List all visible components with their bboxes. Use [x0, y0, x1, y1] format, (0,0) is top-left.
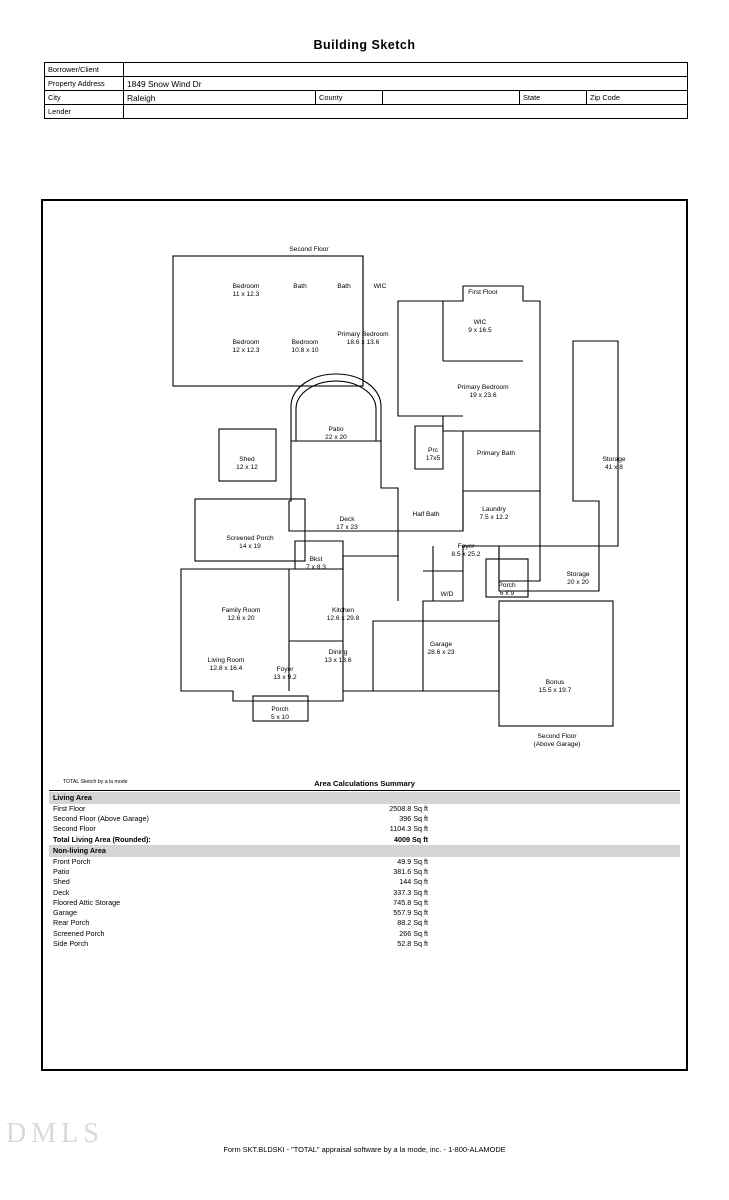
room-label-second-floor-title: Second Floor [289, 246, 329, 253]
area-row [49, 824, 680, 834]
room-label-bedroom-2: Bedroom 12 x 12.3 [232, 339, 260, 355]
state-label: State [520, 91, 587, 105]
area-row [49, 939, 680, 949]
room-label-living-room: Living Room 12.8 x 16.4 [207, 657, 245, 673]
total-living-area-row [49, 835, 680, 845]
room-label-primary-bedroom-1st: Primary Bedroom 19 x 23.6 [457, 384, 509, 400]
floor-plan-svg [43, 201, 686, 781]
room-label-laundry: Laundry 7.5 x 12.2 [479, 506, 509, 522]
living-area-band: Living Area [49, 792, 680, 804]
zip-label: Zip Code [587, 91, 688, 105]
room-label-foyer-13: Foyer 13 x 9.2 [273, 666, 297, 682]
room-label-bath-2: Bath [337, 283, 351, 290]
area-row-value: 557.9 Sq ft [393, 908, 428, 918]
header-row-city [45, 91, 688, 105]
room-label-storage-20: Storage 20 x 20 [566, 571, 590, 587]
address-value: 1849 Snow Wind Dr [124, 77, 688, 91]
watermark: DMLS [6, 1118, 104, 1149]
area-row [49, 804, 680, 814]
room-label-bonus: Bonus 15.5 x 19.7 [538, 679, 572, 695]
room-label-primary-bath: Primary Bath [476, 450, 516, 457]
area-row-name: Second Floor (Above Garage) [53, 814, 149, 824]
room-label-primary-bedroom-2nd: Primary Bedroom 18.6 x 13.6 [337, 331, 389, 347]
area-row [49, 867, 680, 877]
room-label-bedroom-3: Bedroom 10.8 x 10 [291, 339, 319, 355]
area-row [49, 908, 680, 918]
area-calculations-summary [49, 792, 680, 949]
borrower-label: Borrower/Client [45, 63, 124, 77]
room-label-screened-porch: Screened Porch 14 x 19 [226, 535, 274, 551]
area-row [49, 888, 680, 898]
header-row-borrower [45, 63, 688, 77]
room-label-garage: Garage 28.6 x 23 [427, 641, 455, 657]
room-label-wd: W/D [440, 591, 454, 598]
city-label: City [45, 91, 124, 105]
borrower-value [124, 63, 688, 77]
room-label-porch-6x9: Porch 6 x 9 [498, 582, 516, 598]
area-row [49, 857, 680, 867]
room-label-bedroom-1: Bedroom 11 x 12.3 [232, 283, 260, 299]
area-summary-title: Area Calculations Summary [314, 779, 415, 788]
page-title: Building Sketch [313, 38, 416, 52]
sketch-frame [41, 199, 688, 1071]
room-label-first-floor-title: First Floor [468, 289, 498, 296]
area-row-name: First Floor [53, 803, 86, 813]
area-row-value: 337.3 Sq ft [393, 887, 428, 897]
room-label-dining: Dining 13 x 13.6 [324, 649, 352, 665]
area-row-name: Front Porch [53, 856, 91, 866]
room-label-patio: Patio 22 x 20 [325, 426, 347, 442]
room-label-prc: Prc 17x5 [425, 447, 441, 463]
county-label: County [316, 91, 383, 105]
area-row-value: 381.6 Sq ft [393, 866, 428, 876]
address-label: Property Address [45, 77, 124, 91]
area-row-value: 49.9 Sq ft [397, 856, 428, 866]
lender-value [124, 105, 688, 119]
city-value: Raleigh [124, 91, 316, 105]
area-row-name: Second Floor [53, 824, 96, 834]
area-row-name: Side Porch [53, 939, 89, 948]
area-row-name: Floored Attic Storage [53, 897, 121, 907]
area-row-value: 144 Sq ft [399, 877, 428, 887]
room-label-wic-2nd: WIC [373, 283, 387, 290]
area-row [49, 898, 680, 908]
area-row-name: Rear Porch [53, 918, 90, 928]
area-row [49, 918, 680, 928]
room-label-bath-1: Bath [293, 283, 307, 290]
floor-plan-drawing [43, 201, 686, 781]
sketch-credit: TOTAL Sketch by a la mode [63, 779, 128, 785]
property-header-table [44, 62, 688, 119]
area-row-value: 88.2 Sq ft [397, 918, 428, 928]
lender-label: Lender [45, 105, 124, 119]
header-row-address [45, 77, 688, 91]
header-row-lender [45, 105, 688, 119]
room-label-deck: Deck 17 x 23 [336, 516, 358, 532]
room-label-bkst: Bkst 7 x 8.3 [306, 556, 326, 572]
area-row-value: 52.8 Sq ft [397, 939, 428, 948]
room-label-family-room: Family Room 12.6 x 20 [221, 607, 261, 623]
room-label-foyer-85: Foyer 8.5 x 25.2 [451, 543, 481, 559]
room-label-shed: Shed 12 x 12 [236, 456, 258, 472]
nonliving-area-band: Non-living Area [49, 845, 680, 857]
room-label-storage-41: Storage 41 x 8 [602, 456, 626, 472]
area-row-name: Deck [53, 887, 70, 897]
area-row-name: Garage [53, 908, 77, 918]
room-label-wic-1st: WIC 9 x 16.5 [468, 319, 492, 335]
area-row-value: 396 Sq ft [399, 814, 428, 824]
room-label-kitchen: Kitchen 12.6 x 29.8 [326, 607, 360, 623]
area-row-value: 266 Sq ft [399, 928, 428, 938]
area-summary-divider [49, 790, 680, 791]
room-label-half-bath: Half Bath [412, 511, 440, 518]
area-row-name: Shed [53, 877, 70, 887]
area-row-value: 2508.8 Sq ft [389, 803, 428, 813]
room-label-porch-5x10: Porch 5 x 10 [271, 706, 289, 722]
area-row [49, 814, 680, 824]
total-living-area-value: 4009 Sq ft [394, 834, 428, 844]
area-row [49, 877, 680, 887]
area-row-name: Patio [53, 866, 70, 876]
area-row-name: Screened Porch [53, 928, 105, 938]
room-label-second-floor-above-garage: Second Floor (Above Garage) [533, 733, 581, 749]
area-row [49, 929, 680, 939]
total-living-area-label: Total Living Area (Rounded): [53, 834, 151, 844]
county-value [383, 91, 520, 105]
footer-text: Form SKT.BLDSKI - "TOTAL" appraisal software by a la mode, inc. - 1-800-ALAMODE [223, 1145, 506, 1154]
area-row-value: 1104.3 Sq ft [389, 824, 428, 834]
area-row-value: 745.8 Sq ft [393, 897, 428, 907]
